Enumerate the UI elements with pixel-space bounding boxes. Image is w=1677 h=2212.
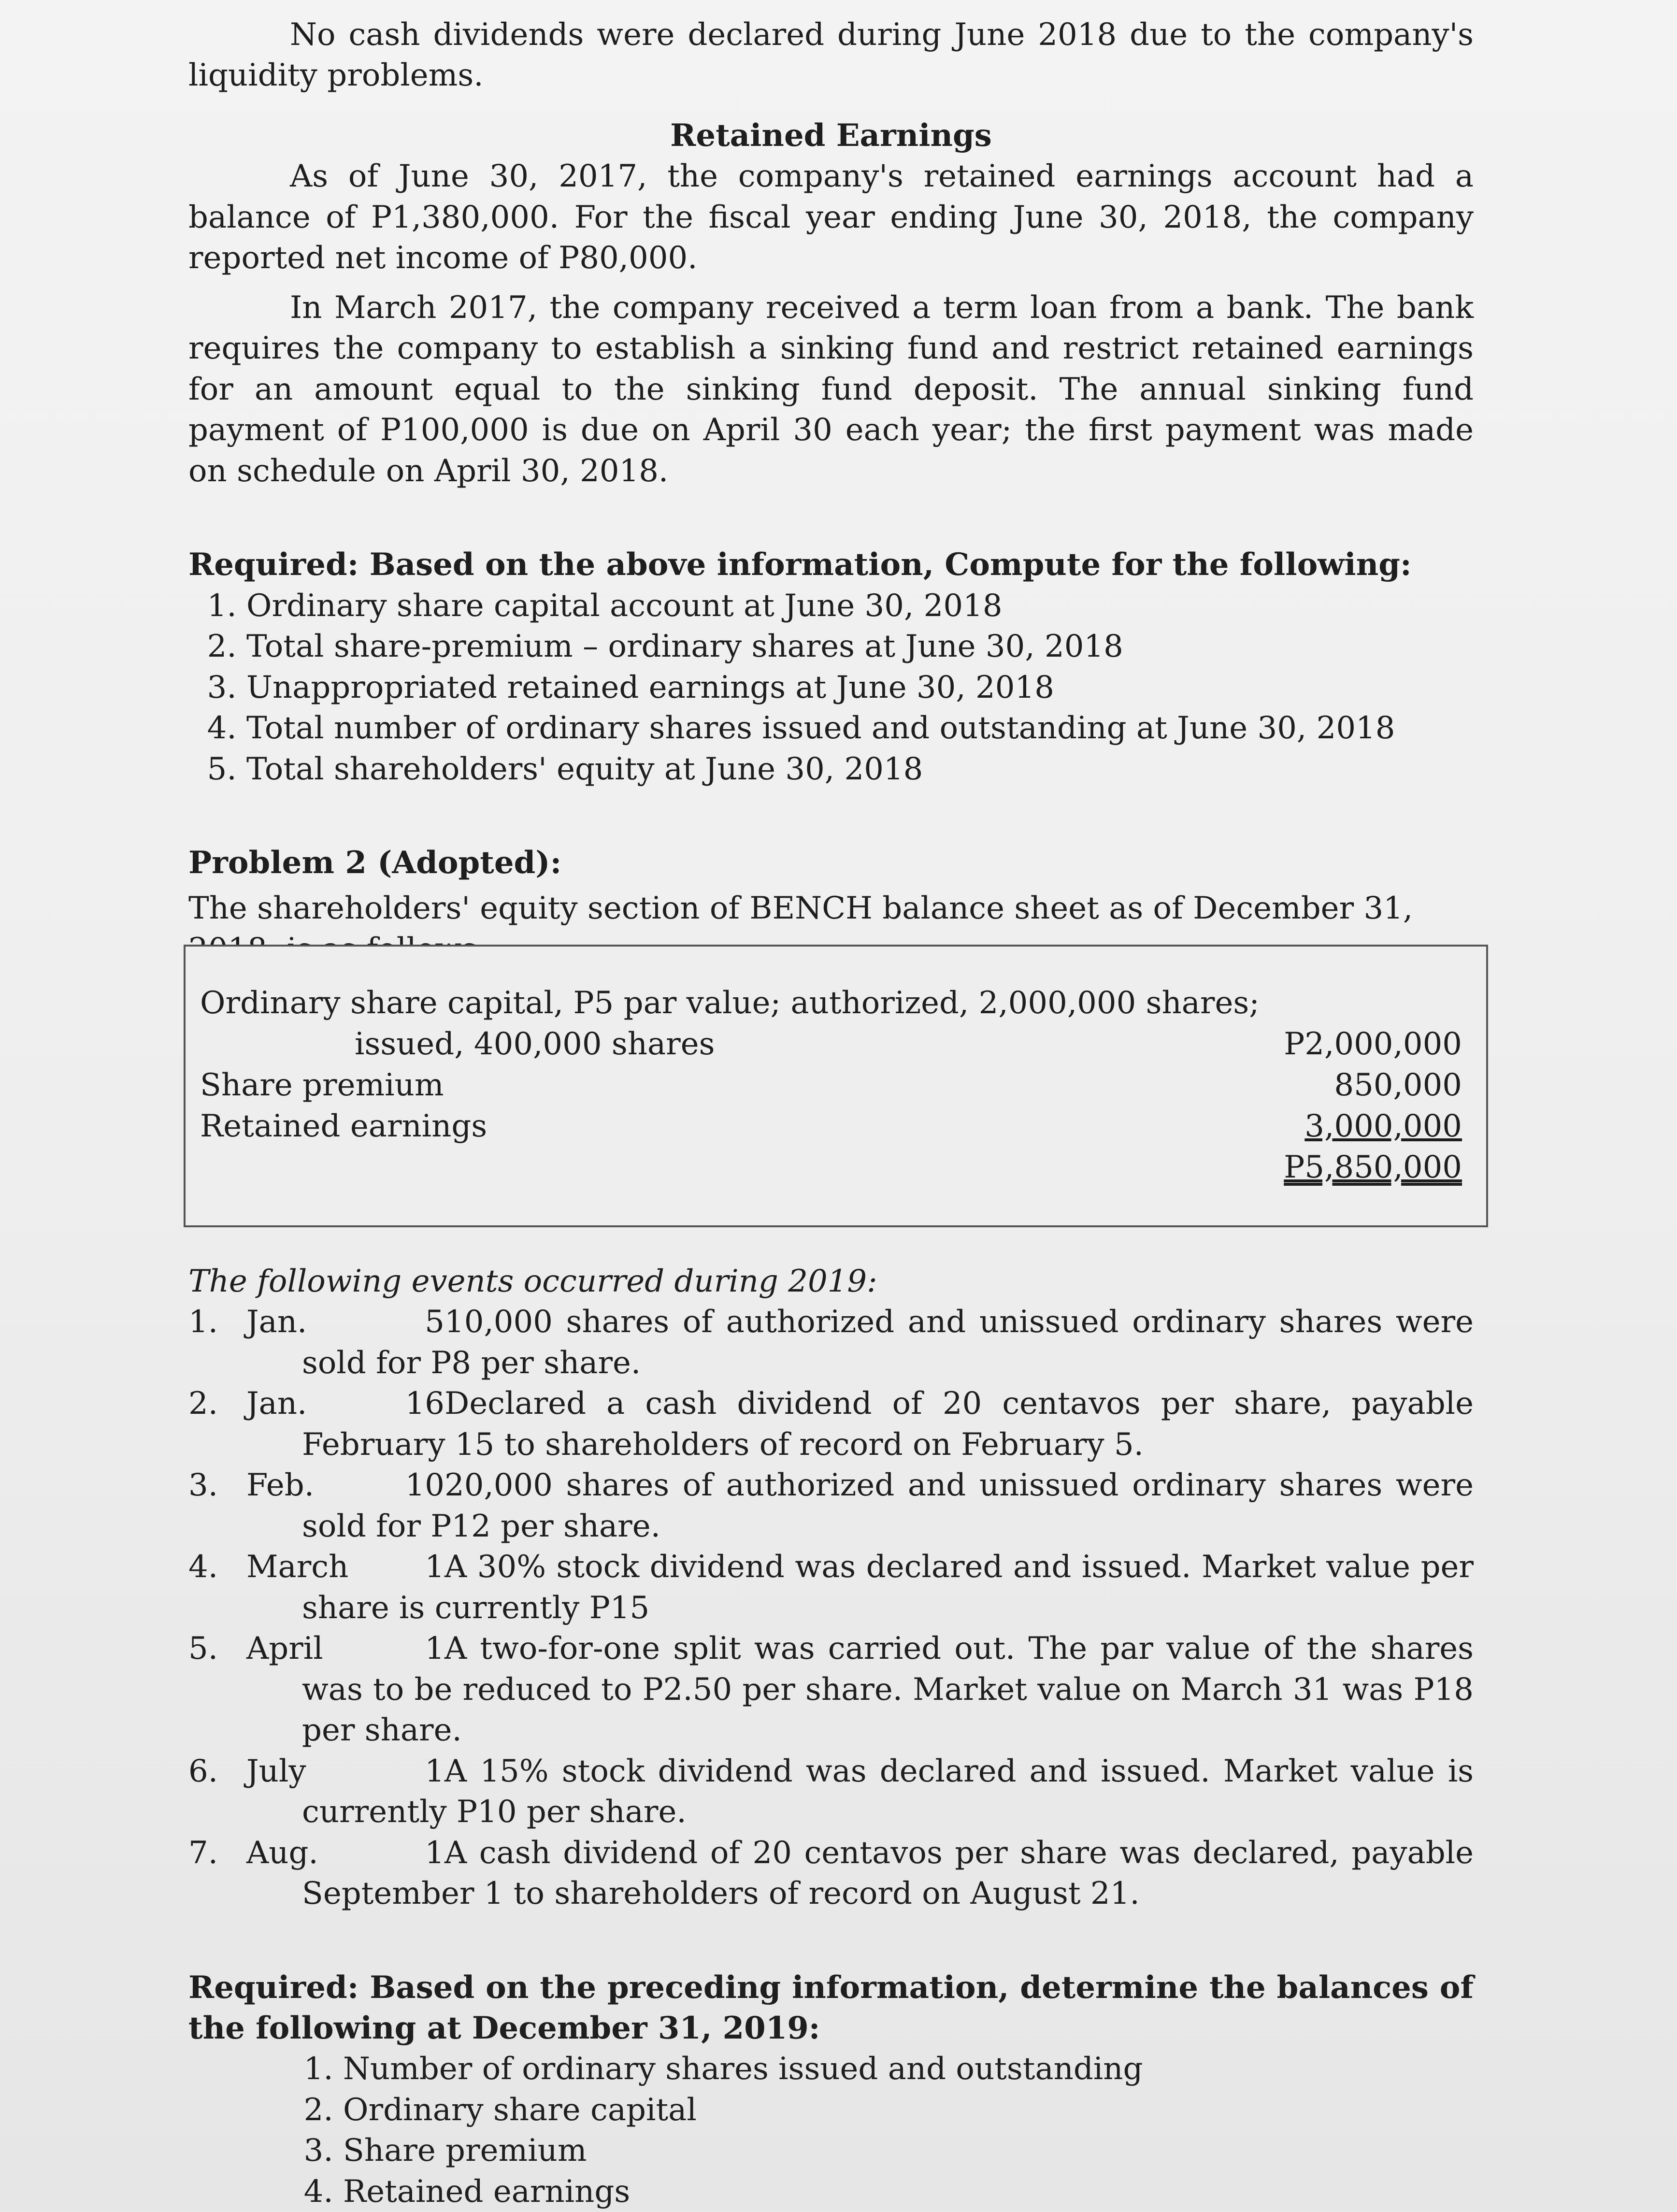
equity-row-capital-sub [200, 1024, 1462, 1064]
event-text: A two-for-one split was carried out. The par value of the shares [444, 1631, 1474, 1667]
equity-row-premium [200, 1065, 1462, 1106]
event-text: A 15% stock dividend was declared and issued. Market value is [444, 1753, 1474, 1789]
event-num: 2. [188, 1386, 218, 1422]
event-item [188, 1833, 1474, 1914]
event-item [188, 1465, 1474, 1547]
event-text-cont: September 1 to shareholders of record on August 21. [302, 1876, 1140, 1912]
required1-heading: Required: Based on the above information, Compute for the following: [188, 546, 1412, 583]
event-item [188, 1302, 1474, 1383]
event-text-cont: currently P10 per share. [302, 1794, 687, 1830]
event-date: Jan. 5 [246, 1304, 444, 1340]
required1-item: 4. Total number of ordinary shares issued and outstanding at June 30, 2018 [246, 708, 1474, 748]
problem2-heading: Problem 2 (Adopted): [188, 844, 562, 881]
required1-item: 2. Total share-premium – ordinary shares at June 30, 2018 [246, 626, 1474, 667]
event-text: A cash dividend of 20 centavos per share was declared, payable [444, 1835, 1474, 1871]
problem2-intro: The shareholders' equity section of BENCH balance sheet as of December 31, [188, 891, 1413, 927]
event-num: 3. [188, 1467, 218, 1504]
retained-label: Retained earnings [200, 1108, 487, 1144]
event-num: 6. [188, 1753, 218, 1789]
capital-sub-label: issued, 400,000 shares [355, 1026, 715, 1062]
total-amount: P5,850,000 [1284, 1149, 1462, 1185]
event-text-cont: share is currently P15 [302, 1590, 650, 1626]
event-date: July 1 [246, 1753, 444, 1789]
required1-list [188, 586, 1474, 790]
events-section [188, 1261, 1474, 2212]
capital-label: Ordinary share capital, P5 par value; authorized, 2,000,000 shares; [200, 985, 1260, 1021]
event-date: Aug. 1 [246, 1835, 444, 1871]
required1-item: 5. Total shareholders' equity at June 30, 2018 [246, 749, 1474, 790]
required1-item: 1. Ordinary share capital account at June 30, 2018 [246, 586, 1474, 626]
capital-amount: P2,000,000 [1284, 1026, 1462, 1062]
premium-label: Share premium [200, 1067, 444, 1103]
event-text-cont: was to be reduced to P2.50 per share. Market value on March 31 was P18 per share. [302, 1671, 1474, 1749]
event-text: A 30% stock dividend was declared and issued. Market value per [444, 1549, 1474, 1585]
event-date: March 1 [246, 1549, 444, 1585]
event-text-cont: sold for P8 per share. [302, 1345, 641, 1381]
required2-item: 2. Ordinary share capital [343, 2090, 1474, 2130]
event-date: Feb. 10 [246, 1467, 444, 1504]
required2-list [188, 2049, 1474, 2212]
equity-row-retained [200, 1106, 1462, 1147]
dividend-note: No cash dividends were declared during June 2018 due to the company's liquidity problems. [188, 17, 1474, 94]
retained-earnings-heading: Retained Earnings [670, 117, 992, 154]
required2-item: 4. Retained earnings [343, 2171, 1474, 2212]
event-date: April 1 [246, 1631, 444, 1667]
event-num: 1. [188, 1304, 218, 1340]
required2-item: 1. Number of ordinary shares issued and outstanding [343, 2049, 1474, 2089]
event-text-cont: sold for P12 per share. [302, 1508, 660, 1544]
equity-table [184, 945, 1488, 1227]
event-date: Jan. 16 [246, 1386, 444, 1422]
required2-heading: Required: Based on the preceding information, determine the balances of the following at December 31, 2019: [188, 1969, 1474, 2046]
equity-row-capital [200, 983, 1462, 1023]
premium-amount: 850,000 [1334, 1067, 1462, 1103]
retained-earnings-para2: In March 2017, the company received a term loan from a bank. The bank requires the company to establish a sinking fund and restrict retained earnings for an amount equal to the sinking fund deposit. The annual sinking fund payment of P100,000 is due on April 30 each year; the first payment was made on schedule on April 30, 2018. [188, 289, 1474, 489]
event-item [188, 1628, 1474, 1751]
event-item [188, 1751, 1474, 1833]
event-text: 10,000 shares of authorized and unissued ordinary shares were [444, 1304, 1474, 1340]
event-num: 4. [188, 1549, 218, 1585]
required2-item: 3. Share premium [343, 2130, 1474, 2171]
events-heading: The following events occurred during 2019: [188, 1264, 877, 1299]
event-text: Declared a cash dividend of 20 centavos per share, payable [444, 1386, 1474, 1422]
event-num: 7. [188, 1835, 218, 1871]
event-text: 20,000 shares of authorized and unissued ordinary shares were [444, 1467, 1474, 1504]
event-num: 5. [188, 1631, 218, 1667]
event-item [188, 1547, 1474, 1628]
retained-earnings-para1: As of June 30, 2017, the company's retained earnings account had a balance of P1,380,000. For the fiscal year ending June 30, 2018, the company reported net income of P80,000. [188, 158, 1474, 276]
top-section [188, 14, 1474, 970]
required1-item: 3. Unappropriated retained earnings at June 30, 2018 [246, 667, 1474, 708]
event-text-cont: February 15 to shareholders of record on February 5. [302, 1426, 1144, 1463]
event-item [188, 1383, 1474, 1465]
retained-amount: 3,000,000 [1304, 1108, 1462, 1144]
